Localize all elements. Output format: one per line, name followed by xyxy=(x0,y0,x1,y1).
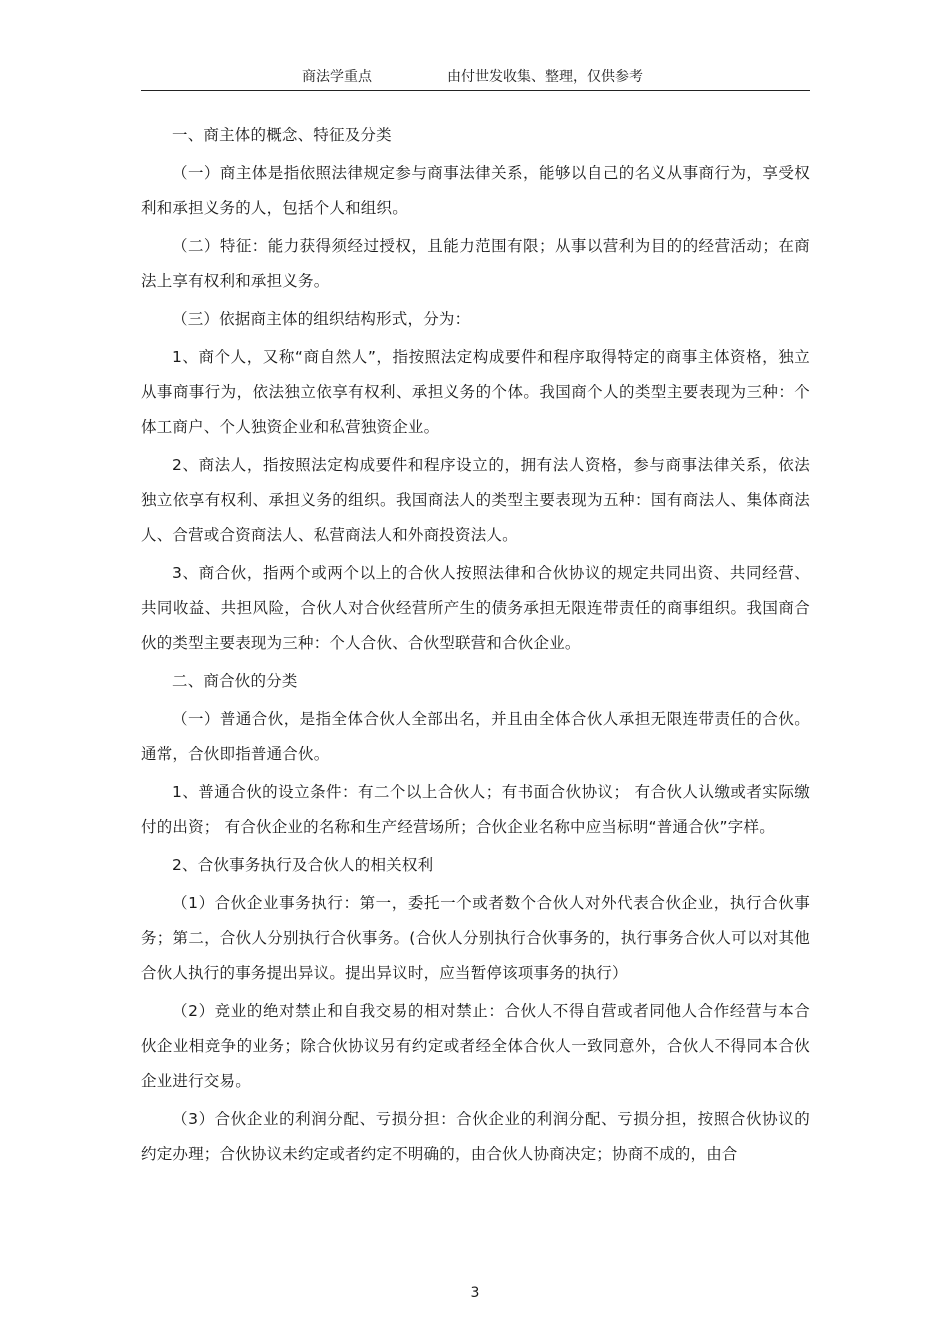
paragraph: 1、普通合伙的设立条件：有二个以上合伙人；有书面合伙协议； 有合伙人认缴或者实际缴付的出资； 有合伙企业的名称和生产经营场所；合伙企业名称中应当标明“普通合伙”字样。 xyxy=(141,783,810,836)
paragraph: 2、合伙事务执行及合伙人的相关权利 xyxy=(172,856,434,874)
section-heading: 一、商主体的概念、特征及分类 xyxy=(172,126,392,144)
paragraph: 3、商合伙，指两个或两个以上的合伙人按照法律和合伙协议的规定共同出资、共同经营、共同收益、共担风险，合伙人对合伙经营所产生的债务承担无限连带责任的商事组织。我国商合伙的类型主要表现为三种：个人合伙、合伙型联营和合伙企业。 xyxy=(141,564,810,652)
header-title: 商法学重点 xyxy=(302,69,372,85)
paragraph: （3）合伙企业的利润分配、亏损分担：合伙企业的利润分配、亏损分担，按照合伙协议的约定办理；合伙协议未约定或者约定不明确的，由合伙人协商决定；协商不成的，由合 xyxy=(141,1110,810,1163)
document-body xyxy=(141,118,810,1175)
paragraph: （一）商主体是指依照法律规定参与商事法律关系，能够以自己的名义从事商行为，享受权利和承担义务的人，包括个人和组织。 xyxy=(141,164,810,217)
page-number: 3 xyxy=(470,1285,480,1301)
page-header xyxy=(141,68,810,91)
paragraph: 1、商个人，又称“商自然人”，指按照法定构成要件和程序取得特定的商事主体资格，独立从事商事行为，依法独立依享有权利、承担义务的个体。我国商个人的类型主要表现为三种：个体工商户、个人独资企业和私营独资企业。 xyxy=(141,348,810,436)
paragraph: （2）竞业的绝对禁止和自我交易的相对禁止：合伙人不得自营或者同他人合作经营与本合伙企业相竞争的业务；除合伙协议另有约定或者经全体合伙人一致同意外，合伙人不得同本合伙企业进行交易。 xyxy=(141,1002,810,1090)
header-note: 由付世发收集、整理，仅供参考 xyxy=(447,69,643,85)
section-heading: 二、商合伙的分类 xyxy=(172,672,298,690)
paragraph: （二）特征：能力获得须经过授权，且能力范围有限；从事以营利为目的的经营活动；在商法上享有权利和承担义务。 xyxy=(141,237,810,290)
paragraph: （1）合伙企业事务执行：第一，委托一个或者数个合伙人对外代表合伙企业，执行合伙事务；第二，合伙人分别执行合伙事务。(合伙人分别执行合伙事务的，执行事务合伙人可以对其他合伙人执行的事务提出异议。提出异议时，应当暂停该项事务的执行） xyxy=(141,894,810,982)
paragraph: （三）依据商主体的组织结构形式，分为： xyxy=(172,310,471,328)
paragraph: 2、商法人，指按照法定构成要件和程序设立的，拥有法人资格，参与商事法律关系，依法独立依享有权利、承担义务的组织。我国商法人的类型主要表现为五种：国有商法人、集体商法人、合营或合资商法人、私营商法人和外商投资法人。 xyxy=(141,456,810,544)
paragraph: （一）普通合伙，是指全体合伙人全部出名，并且由全体合伙人承担无限连带责任的合伙。通常，合伙即指普通合伙。 xyxy=(141,710,810,763)
